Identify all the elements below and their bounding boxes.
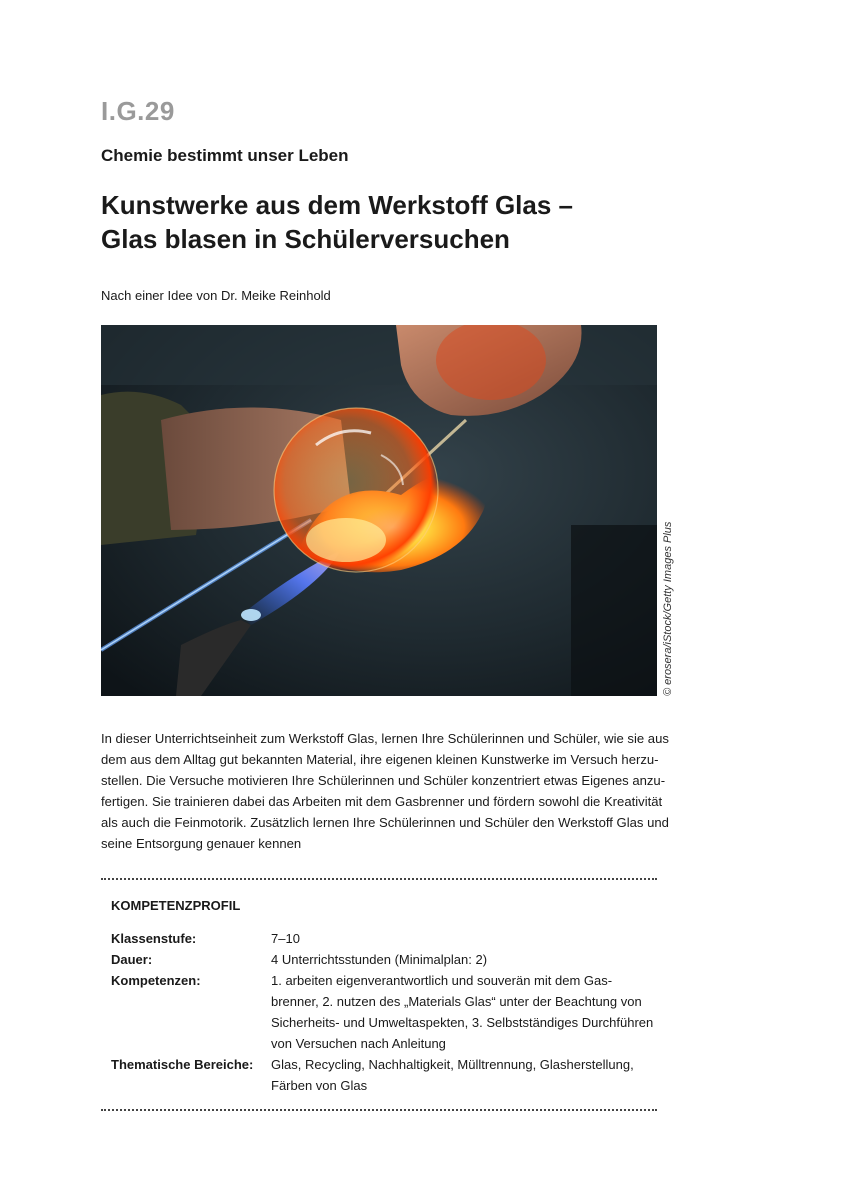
series-title: Chemie bestimmt unser Leben <box>101 146 349 165</box>
intro-line: seine Entsorgung genauer kennen <box>101 836 302 851</box>
profile-value-line: von Versuchen nach Anleitung <box>271 1036 446 1051</box>
profile-label: Klassenstufe: <box>111 931 197 946</box>
dotted-divider-top <box>101 878 657 880</box>
profile-value <box>271 928 651 949</box>
profile-value <box>271 949 651 970</box>
intro-line: dem aus dem Alltag gut bekannten Material, ihre eigenen kleinen Kunstwerke im Versuch herzu- <box>101 752 659 767</box>
intro-line: In dieser Unterrichtseinheit zum Werkstoff Glas, lernen Ihre Schülerinnen und Schüler, wie sie aus <box>101 731 669 746</box>
profile-value <box>271 970 654 1054</box>
profile-value <box>271 1054 651 1096</box>
profile-value-line: Sicherheits- und Umweltaspekten, 3. Selbstständiges Durchführen <box>271 1015 654 1030</box>
title-line-1: Kunstwerke aus dem Werkstoff Glas – <box>101 190 574 220</box>
intro-line: stellen. Die Versuche motivieren Ihre Schülerinnen und Schüler konzentriert etwas Eigenes anzu- <box>101 773 666 788</box>
profile-value-line: Färben von Glas <box>271 1078 368 1093</box>
intro-line: als auch die Feinmotorik. Zusätzlich lernen Ihre Schülerinnen und Schüler den Werkstoff Glas und <box>101 815 669 830</box>
glassblowing-photo <box>101 325 657 696</box>
unit-code: I.G.29 <box>101 96 175 126</box>
author-line: Nach einer Idee von Dr. Meike Reinhold <box>101 288 331 303</box>
profile-heading: KOMPETENZPROFIL <box>111 898 241 913</box>
profile-value-line: 7–10 <box>271 931 300 946</box>
profile-label: Dauer: <box>111 952 153 967</box>
intro-paragraph <box>101 728 669 854</box>
page-title <box>101 188 701 256</box>
profile-value-line: brenner, 2. nutzen des „Materials Glas“ unter der Beachtung von <box>271 994 642 1009</box>
photo-credit: © erosera/iStock/Getty Images Plus <box>662 521 674 696</box>
dotted-divider-bottom <box>101 1109 657 1111</box>
profile-label: Thematische Bereiche: <box>111 1057 254 1072</box>
profile-label: Kompetenzen: <box>111 973 201 988</box>
intro-line: fertigen. Sie trainieren dabei das Arbeiten mit dem Gasbrenner und fördern sowohl die Kreativität <box>101 794 663 809</box>
title-line-2: Glas blasen in Schülerversuchen <box>101 224 510 254</box>
profile-value-line: Glas, Recycling, Nachhaltigkeit, Mülltrennung, Glasherstellung, <box>271 1057 634 1072</box>
profile-value-line: 1. arbeiten eigenverantwortlich und souverän mit dem Gas- <box>271 973 613 988</box>
profile-value-line: 4 Unterrichtsstunden (Minimalplan: 2) <box>271 952 488 967</box>
